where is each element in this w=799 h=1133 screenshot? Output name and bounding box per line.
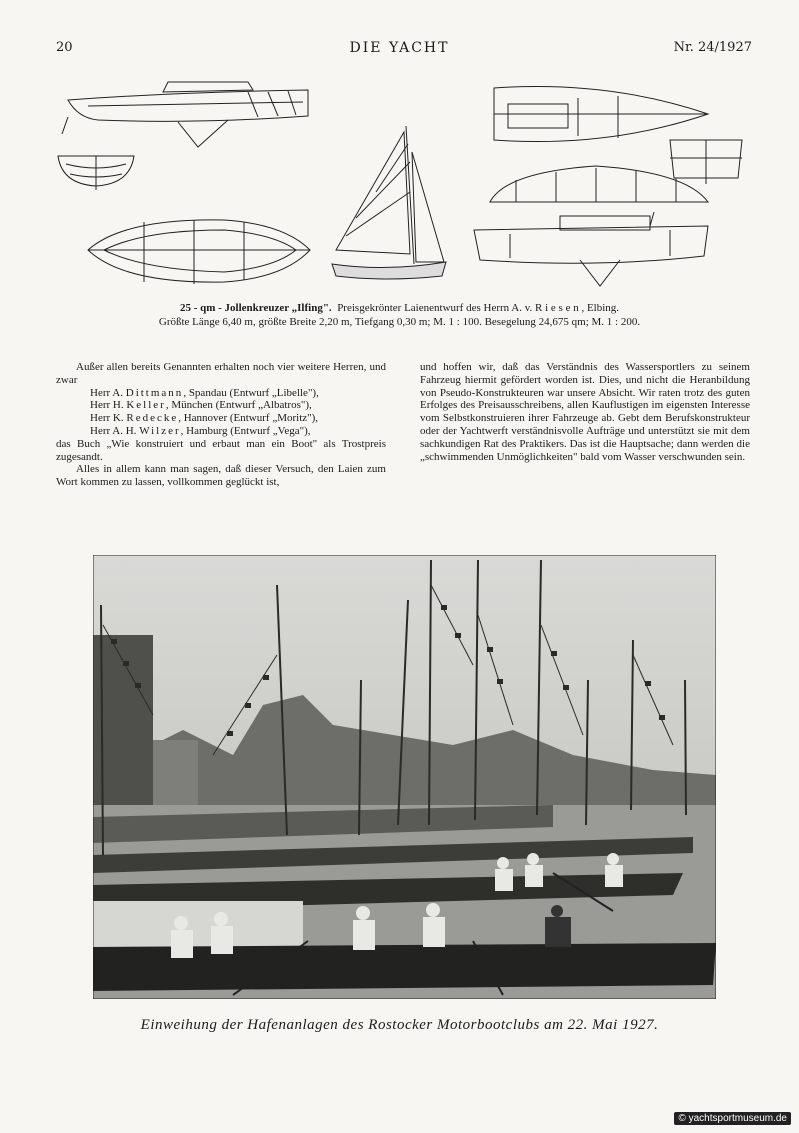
text-column-right	[420, 361, 750, 463]
harbor-photograph	[93, 555, 716, 999]
journal-title: DIE YACHT	[349, 40, 450, 56]
plans-caption-title: 25 - qm - Jollenkreuzer „Ilfing".	[179, 302, 332, 314]
list-item: Herr A. H. Wilzer, Hamburg (Entwurf „Vega"),	[90, 424, 311, 437]
hull-side-view-drawing	[58, 72, 318, 152]
issue-number: Nr. 24/1927	[673, 40, 752, 55]
hull-section-drawing	[54, 150, 138, 194]
paragraph: Alles in allem kann man sagen, daß dieser Versuch, den Laien zum Wort kommen zu lassen, vollkommen geglückt ist,	[56, 463, 386, 489]
text-column-left	[56, 361, 386, 489]
page-number: 20	[56, 40, 73, 55]
paragraph: das Buch „Wie konstruiert und erbaut man ein Boot" als Trostpreis zugesandt.	[56, 437, 386, 463]
cabin-profile-drawing	[486, 162, 712, 208]
paragraph: und hoffen wir, daß das Verständnis des Wassersportlers zu seinem Fahrzeug hiermit gefördert worden ist. Dies, und nicht die Heranbildung von Pseudo-Konstrukteuren war unsere Absicht. Wir raten trotz des guten Erfolges des Preisausschreibens, allen Kauflustigen im eigensten Interesse vom Selbstkonstruieren ihrer Fahrzeuge ab. Gebt dem Berufskonstrukteur oder der Yachtwerft verständnisvolle Aufträge und unterstützt sie mit dem sachkundigen Rat des Praktikers. Das ist die Hauptsache; dann werden die „schwimmenden Unmöglichkeiten" bald vom Wasser verschwunden sein.	[420, 361, 750, 463]
paragraph: Außer allen bereits Genannten erhalten noch vier weitere Herren, und zwar	[56, 361, 386, 386]
list-item: Herr A. Dittmann, Spandau (Entwurf „Libelle"),	[90, 386, 319, 399]
source-credit-watermark: © yachtsportmuseum.de	[674, 1112, 791, 1125]
list-item: Herr K. Redecke, Hannover (Entwurf „Moritz"),	[90, 412, 319, 425]
photo-caption: Einweihung der Hafenanlagen des Rostocker Motorbootclubs am 22. Mai 1927.	[140, 1017, 659, 1033]
plans-caption-line2: Größte Länge 6,40 m, größte Breite 2,20 m, Tiefgang 0,30 m; M. 1 : 100. Besegelung 24,675 qm; M. 1 : 200.	[158, 316, 641, 328]
plans-caption-line1: Preisgekrönter Laienentwurf des Herrn A. v. R i e s e n , Elbing.	[337, 302, 620, 314]
interior-longitudinal-drawing	[470, 210, 714, 290]
hull-plan-view-drawing	[84, 212, 314, 294]
sail-plan-drawing	[326, 122, 450, 284]
list-item: Herr H. Keller, München (Entwurf „Albatros"),	[90, 399, 312, 412]
plans-caption	[40, 301, 759, 329]
